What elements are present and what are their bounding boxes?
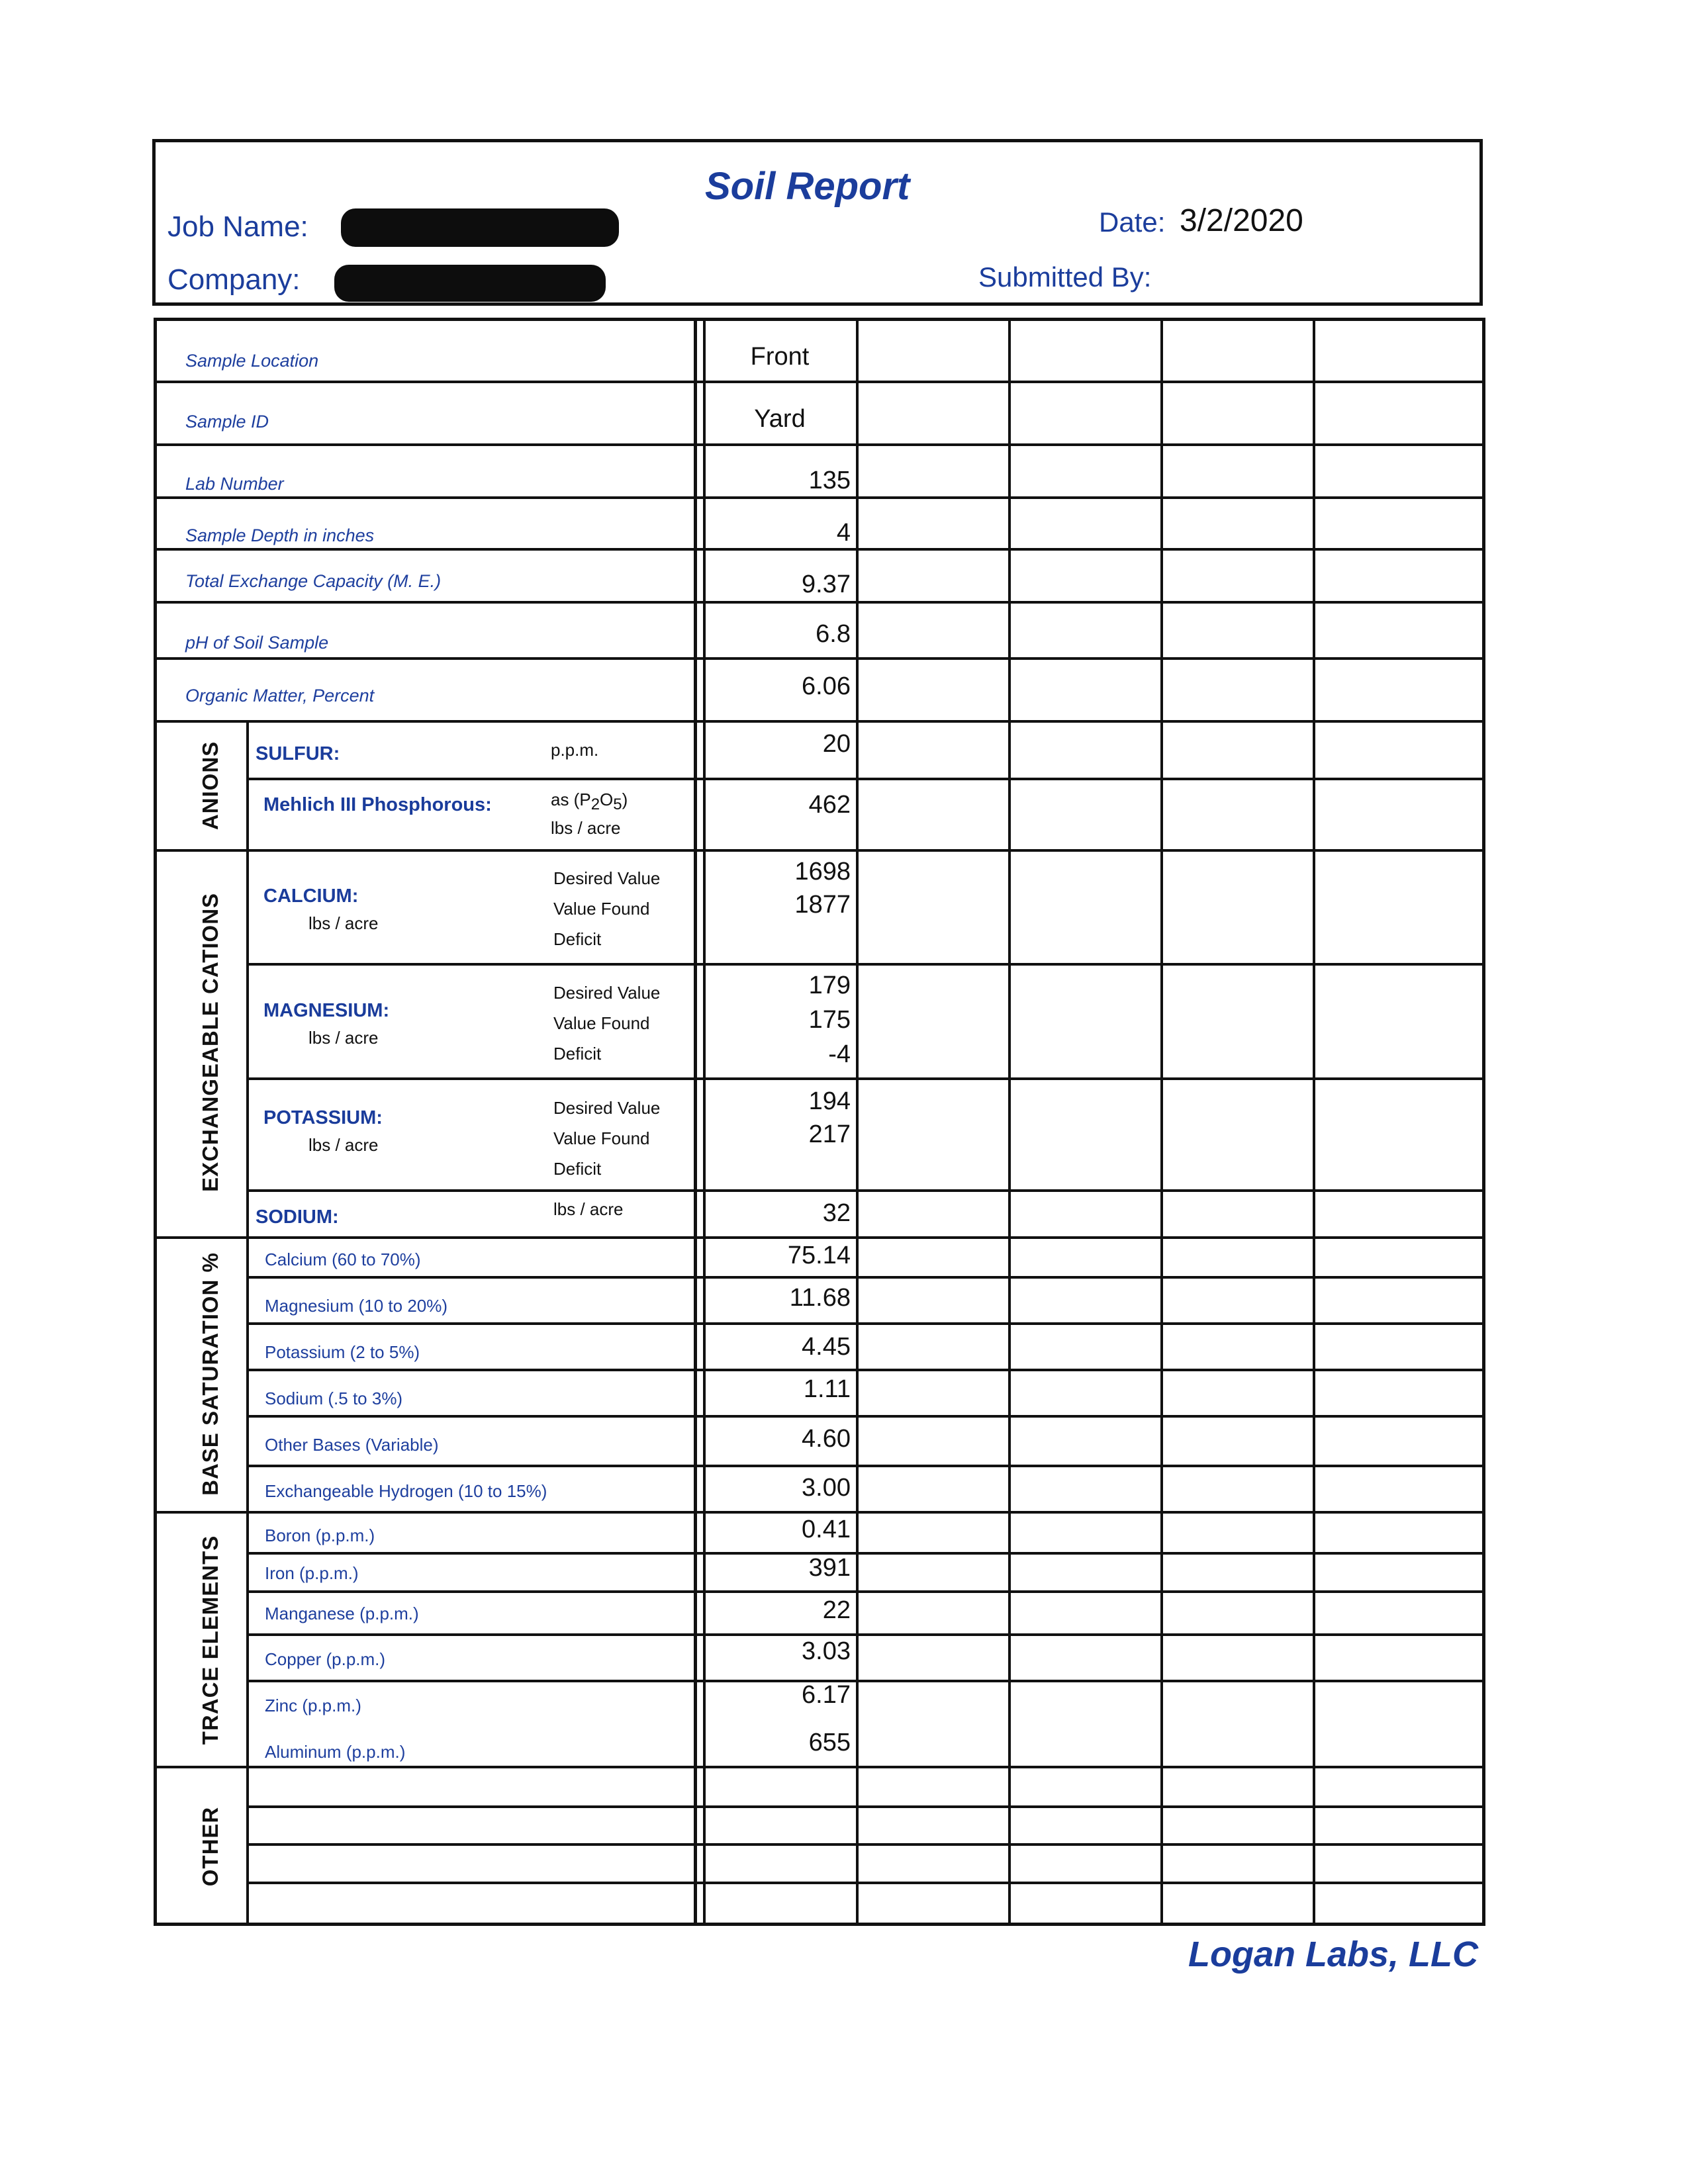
row-divider	[246, 778, 1485, 780]
sample-depth-label: Sample Depth in inches	[185, 525, 375, 545]
row-divider	[154, 496, 1485, 499]
calcium-label: CALCIUM:	[263, 886, 359, 907]
report-title: Soil Report	[705, 165, 910, 208]
sample-depth-value: 4	[836, 519, 851, 547]
phosphorous-value: 462	[808, 791, 851, 819]
grid-divider	[1008, 318, 1011, 1926]
organic-matter-label: Organic Matter, Percent	[185, 686, 375, 705]
row-divider	[246, 1077, 1485, 1080]
sulfur-unit: p.p.m.	[551, 740, 599, 760]
phosphorous-unit-line2: lbs / acre	[551, 818, 621, 838]
calcium-deficit-label: Deficit	[553, 929, 602, 949]
trace-elements-section-label: TRACE ELEMENTS	[198, 1535, 222, 1745]
anions-section-label: ANIONS	[198, 741, 222, 831]
sample-location-value: Front	[750, 343, 810, 371]
sample-id-value: Yard	[754, 405, 806, 433]
row-divider	[246, 1415, 1485, 1418]
redacted-job-name	[341, 208, 619, 247]
magnesium-unit: lbs / acre	[308, 1028, 379, 1048]
lab-number-value: 135	[808, 467, 851, 494]
cations-section-label: EXCHANGEABLE CATIONS	[198, 892, 222, 1193]
row-divider	[246, 1552, 1485, 1555]
bs-hydrogen-label: Exchangeable Hydrogen (10 to 15%)	[265, 1481, 547, 1501]
bs-other-bases-label: Other Bases (Variable)	[265, 1435, 439, 1455]
magnesium-found-value: 175	[808, 1006, 851, 1034]
bs-magnesium-value: 11.68	[789, 1284, 851, 1312]
magnesium-label: MAGNESIUM:	[263, 1000, 390, 1021]
row-divider	[154, 381, 1485, 383]
potassium-found-value: 217	[808, 1120, 851, 1148]
boron-label: Boron (p.p.m.)	[265, 1525, 375, 1545]
row-divider	[246, 1276, 1485, 1279]
grid-divider	[703, 318, 706, 1926]
potassium-label: POTASSIUM:	[263, 1107, 383, 1128]
magnesium-found-label: Value Found	[553, 1013, 650, 1033]
zinc-label: Zinc (p.p.m.)	[265, 1696, 361, 1715]
zinc-value: 6.17	[802, 1681, 851, 1709]
aluminum-label: Aluminum (p.p.m.)	[265, 1742, 406, 1762]
footer-company: Logan Labs, LLC	[1188, 1934, 1478, 1974]
aluminum-value: 655	[808, 1729, 851, 1756]
row-divider	[246, 1633, 1485, 1636]
ph-label: pH of Soil Sample	[185, 633, 329, 653]
grid-divider	[856, 318, 859, 1926]
bs-potassium-label: Potassium (2 to 5%)	[265, 1342, 420, 1362]
row-divider	[154, 1511, 1485, 1514]
grid-divider	[694, 318, 697, 1926]
grid-divider	[1160, 318, 1163, 1926]
sample-id-label: Sample ID	[185, 412, 269, 432]
magnesium-deficit-label: Deficit	[553, 1044, 602, 1064]
bs-magnesium-label: Magnesium (10 to 20%)	[265, 1296, 448, 1316]
row-divider	[154, 443, 1485, 446]
calcium-desired-value: 1698	[794, 858, 851, 886]
row-divider	[246, 1882, 1485, 1884]
row-divider	[246, 1590, 1485, 1593]
potassium-desired-label: Desired Value	[553, 1098, 661, 1118]
company-label: Company:	[167, 263, 301, 296]
row-divider	[154, 657, 1485, 660]
copper-label: Copper (p.p.m.)	[265, 1649, 386, 1669]
magnesium-desired-label: Desired Value	[553, 983, 661, 1003]
bs-potassium-value: 4.45	[802, 1333, 851, 1361]
sodium-value: 32	[822, 1199, 851, 1227]
manganese-value: 22	[822, 1596, 851, 1624]
row-divider	[154, 601, 1485, 604]
ph-value: 6.8	[816, 620, 851, 648]
row-divider	[154, 1766, 1485, 1768]
calcium-desired-label: Desired Value	[553, 868, 661, 888]
row-divider	[246, 1322, 1485, 1325]
sodium-unit: lbs / acre	[553, 1199, 624, 1219]
bs-other-bases-value: 4.60	[802, 1425, 851, 1453]
date-value: 3/2/2020	[1180, 203, 1303, 238]
magnesium-deficit-value: -4	[828, 1040, 851, 1068]
bs-calcium-label: Calcium (60 to 70%)	[265, 1250, 421, 1269]
row-divider	[154, 720, 1485, 723]
row-divider	[154, 1236, 1485, 1239]
iron-label: Iron (p.p.m.)	[265, 1563, 359, 1583]
lab-number-label: Lab Number	[185, 474, 284, 494]
row-divider	[246, 1680, 1485, 1682]
row-divider	[246, 1189, 1485, 1192]
base-saturation-section-label: BASE SATURATION %	[198, 1252, 222, 1496]
redacted-company-name	[334, 265, 606, 302]
sulfur-label: SULFUR:	[256, 743, 340, 764]
iron-value: 391	[808, 1554, 851, 1582]
submitted-by-label: Submitted By:	[978, 261, 1152, 293]
boron-value: 0.41	[802, 1516, 851, 1543]
phosphorous-unit: as $(P_2O_5)$	[551, 790, 628, 814]
job-name-label: Job Name:	[167, 210, 308, 243]
row-divider	[246, 963, 1485, 966]
sodium-label: SODIUM:	[256, 1206, 339, 1228]
row-divider	[246, 1805, 1485, 1808]
row-divider	[154, 849, 1485, 852]
bs-sodium-label: Sodium (.5 to 3%)	[265, 1388, 403, 1408]
manganese-label: Manganese (p.p.m.)	[265, 1604, 419, 1623]
sulfur-value: 20	[822, 730, 851, 758]
tec-value: 9.37	[802, 570, 851, 598]
bs-calcium-value: 75.14	[787, 1242, 851, 1269]
row-divider	[154, 548, 1485, 551]
calcium-unit: lbs / acre	[308, 913, 379, 933]
row-divider	[246, 1843, 1485, 1846]
other-section-label: OTHER	[198, 1806, 222, 1887]
potassium-found-label: Value Found	[553, 1128, 650, 1148]
phosphorous-label: Mehlich III Phosphorous:	[263, 794, 492, 815]
calcium-found-value: 1877	[794, 891, 851, 919]
grid-divider	[1313, 318, 1315, 1926]
potassium-unit: lbs / acre	[308, 1135, 379, 1155]
magnesium-desired-value: 179	[808, 972, 851, 999]
copper-value: 3.03	[802, 1637, 851, 1665]
row-divider	[246, 1369, 1485, 1371]
calcium-found-label: Value Found	[553, 899, 650, 919]
potassium-desired-value: 194	[808, 1087, 851, 1115]
organic-matter-value: 6.06	[802, 672, 851, 700]
bs-sodium-value: 1.11	[803, 1375, 851, 1403]
row-divider	[246, 1465, 1485, 1467]
sample-location-label: Sample Location	[185, 351, 319, 371]
tec-label: Total Exchange Capacity (M. E.)	[185, 571, 442, 591]
bs-hydrogen-value: 3.00	[802, 1474, 851, 1502]
potassium-deficit-label: Deficit	[553, 1159, 602, 1179]
date-label: Date:	[1099, 206, 1166, 238]
